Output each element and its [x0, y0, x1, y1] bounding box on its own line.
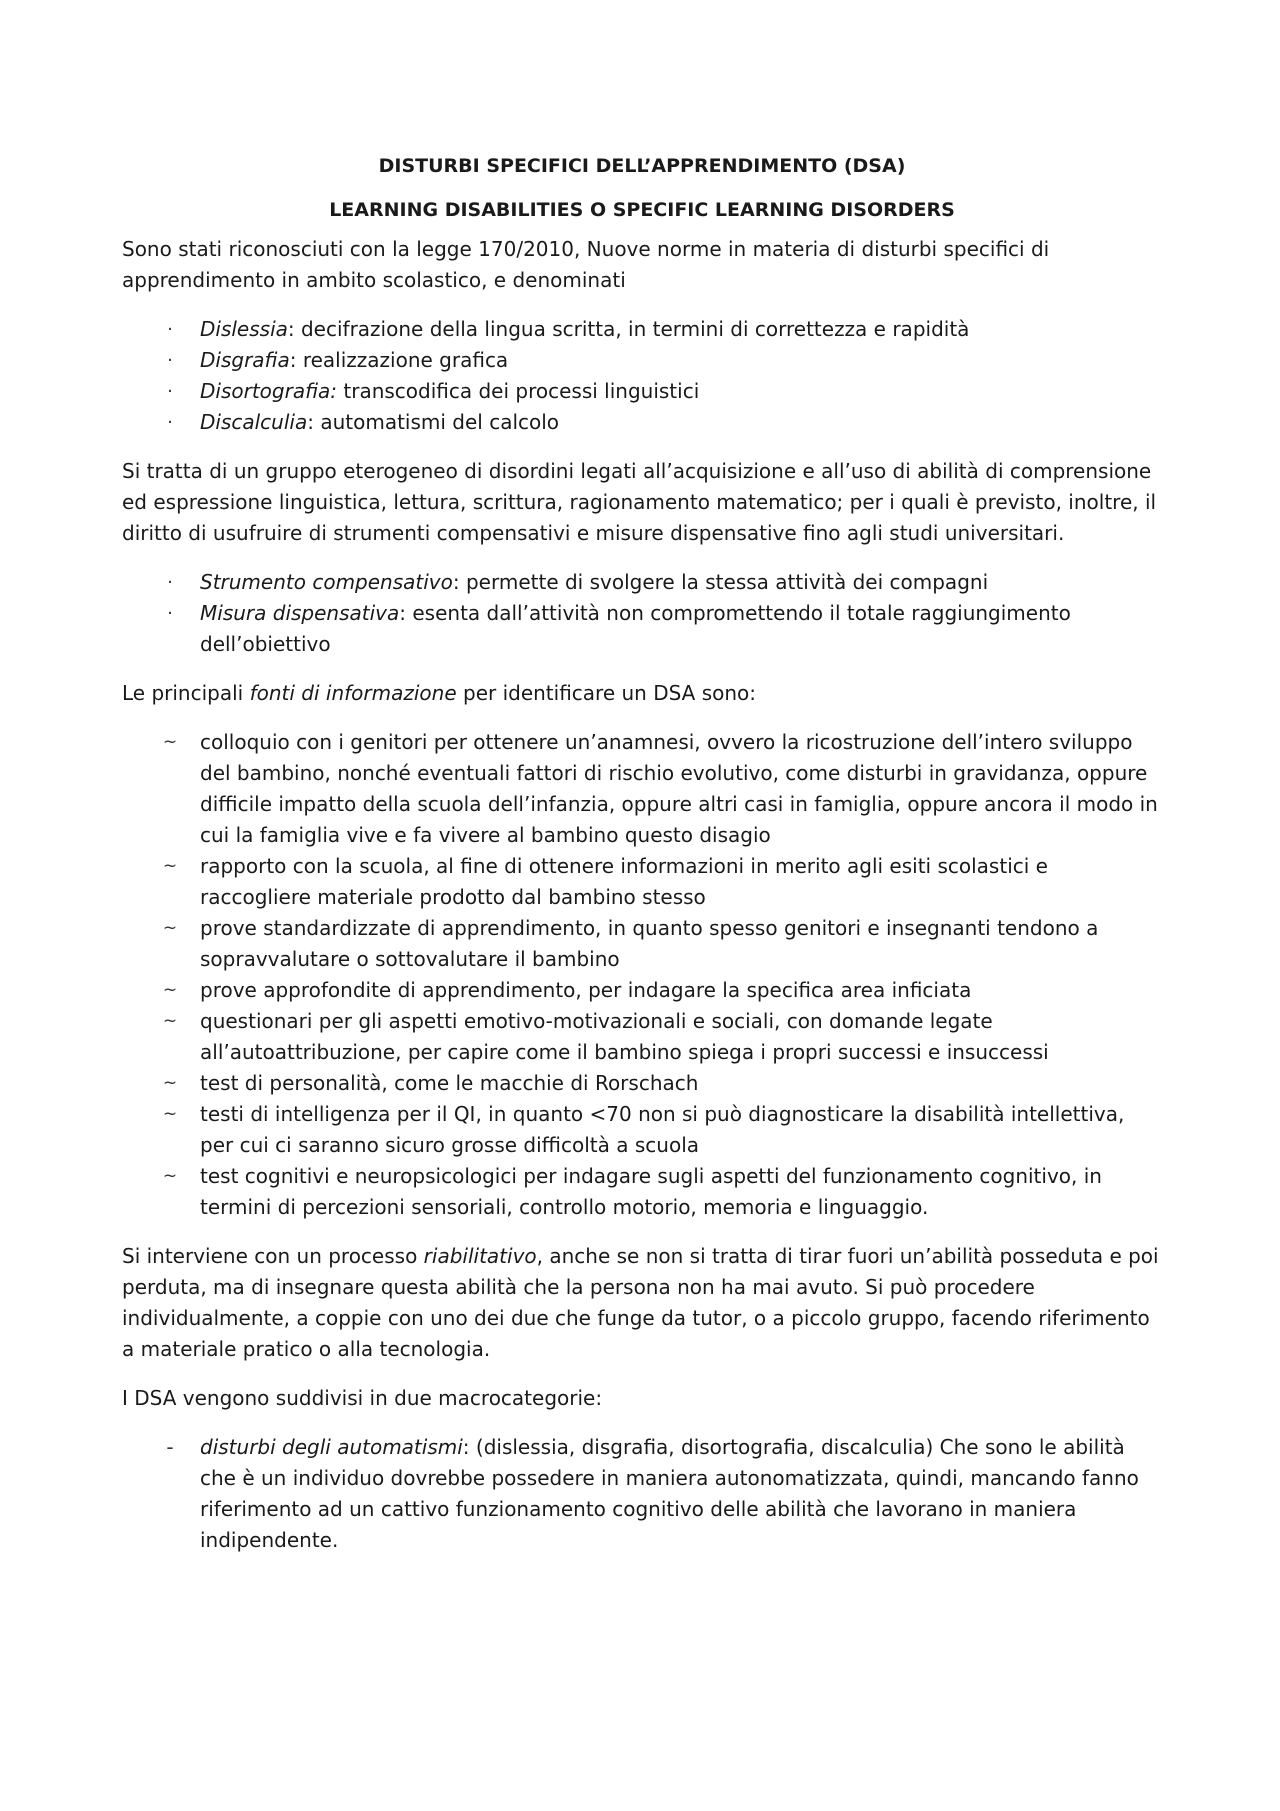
list-item	[122, 598, 1162, 660]
tilde-marker: ~	[162, 980, 178, 1000]
description-paragraph: Si tratta di un gruppo eterogeneo di disordini legati all’acquisizione e all’uso di abilità di comprensione ed espressione linguistica, lettura, scrittura, ragionamento matematico; per i quali è previsto, inoltre, il diritto di usufruire di strumenti compensativi e misure dispensative fino agli studi universitari.	[122, 459, 1157, 545]
tilde-marker: ~	[162, 732, 178, 752]
list-item	[122, 1161, 1162, 1223]
list-item-text: testi di intelligenza per il QI, in quanto <70 non si può diagnosticare la disabilità intellettiva, per cui ci saranno sicuro grosse difficoltà a scuola	[200, 1102, 1125, 1157]
document-title: DISTURBI SPECIFICI DELL’APPRENDIMENTO (DSA)	[378, 155, 906, 177]
list-item	[122, 407, 1162, 438]
list-item-term: Discalculia	[200, 410, 308, 434]
categories-intro-paragraph: I DSA vengono suddivisi in due macrocategorie:	[122, 1386, 603, 1410]
sources-intro-paragraph	[122, 678, 1162, 709]
list-item-text: rapporto con la scuola, al fine di ottenere informazioni in merito agli esiti scolastici e raccogliere materiale prodotto dal bambino stesso	[200, 854, 1048, 909]
list-item-desc: : automatismi del calcolo	[307, 410, 560, 434]
list-item	[122, 851, 1162, 913]
list-item	[122, 1068, 1162, 1099]
categories-list	[122, 1432, 1162, 1556]
text-span: , anche se non si tratta di tirar fuori un’abilità posseduta e poi perduta, ma di insegnare questa abilità che la persona non ha mai avuto. Si può procedere individualmente, a coppie con uno dei due che funge da tutor, o a piccolo gruppo, facendo riferimento a materiale pratico o alla tecnologia.	[122, 1244, 1159, 1361]
list-item-term: Dislessia	[200, 317, 288, 341]
list-item	[122, 376, 1162, 407]
list-item	[122, 975, 1162, 1006]
bullet-marker: ·	[167, 412, 173, 433]
list-item-desc: : (dislessia, disgrafia, disortografia, discalculia) Che sono le abilità che è un individuo dovrebbe possedere in maniera autonomatizzata, quindi, mancando fanno riferimento ad un cattivo funzionamento cognitivo delle abilità che lavorano in maniera indipendente.	[200, 1435, 1139, 1552]
list-item-term: Disortografia:	[200, 379, 338, 403]
list-item-desc: : permette di svolgere la stessa attività dei compagni	[452, 570, 989, 594]
text-span: per identificare un DSA sono:	[456, 681, 757, 705]
tilde-marker: ~	[162, 1073, 178, 1093]
list-item-text: prove approfondite di apprendimento, per indagare la specifica area inficiata	[200, 978, 972, 1002]
intro-paragraph: Sono stati riconosciuti con la legge 170/2010, Nuove norme in materia di disturbi specifici di apprendimento in ambito scolastico, e denominati	[122, 237, 1050, 292]
bullet-marker: ·	[167, 381, 173, 402]
list-item-term: disturbi degli automatismi	[200, 1435, 463, 1459]
list-item	[122, 1099, 1162, 1161]
tilde-marker: ~	[162, 918, 178, 938]
list-item	[122, 727, 1162, 851]
emphasis-text: fonti di informazione	[249, 681, 457, 705]
list-item-text: test cognitivi e neuropsicologici per indagare sugli aspetti del funzionamento cognitivo, in termini di percezioni sensoriali, controllo motorio, memoria e linguaggio.	[200, 1164, 1102, 1219]
intervention-paragraph	[122, 1241, 1162, 1365]
list-item-text: prove standardizzate di apprendimento, in quanto spesso genitori e insegnanti tendono a sopravvalutare o sottovalutare il bambino	[200, 916, 1099, 971]
list-item-desc: transcodifica dei processi linguistici	[337, 379, 700, 403]
bullet-marker: ·	[167, 319, 173, 340]
tilde-marker: ~	[162, 1011, 178, 1031]
dash-marker: -	[166, 1435, 174, 1459]
disorders-list	[122, 314, 1162, 438]
list-item-text: test di personalità, come le macchie di Rorschach	[200, 1071, 699, 1095]
bullet-marker: ·	[167, 350, 173, 371]
text-span: Le principali	[122, 681, 250, 705]
list-item	[122, 1006, 1162, 1068]
list-item	[122, 567, 1162, 598]
list-item-desc: : decifrazione della lingua scritta, in termini di correttezza e rapidità	[287, 317, 970, 341]
list-item-term: Disgrafia	[200, 348, 290, 372]
list-item-desc: : realizzazione grafica	[289, 348, 509, 372]
list-item	[122, 1432, 1162, 1556]
list-item	[122, 314, 1162, 345]
tilde-marker: ~	[162, 1104, 178, 1124]
list-item-term: Strumento compensativo	[200, 570, 453, 594]
bullet-marker: ·	[167, 572, 173, 593]
tools-list	[122, 567, 1162, 660]
list-item-term: Misura dispensativa	[200, 601, 400, 625]
list-item-desc: : esenta dall’attività non compromettendo il totale raggiungimento dell’obiettivo	[200, 601, 1071, 656]
tilde-marker: ~	[162, 856, 178, 876]
tilde-marker: ~	[162, 1166, 178, 1186]
emphasis-text: riabilitativo	[423, 1244, 537, 1268]
sources-list	[122, 727, 1162, 1223]
list-item-text: colloquio con i genitori per ottenere un’anamnesi, ovvero la ricostruzione dell’intero sviluppo del bambino, nonché eventuali fattori di rischio evolutivo, come disturbi in gravidanza, oppure difficile impatto della scuola dell’infanzia, oppure altri casi in famiglia, oppure ancora il modo in cui la famiglia vive e fa vivere al bambino questo disagio	[200, 730, 1158, 847]
list-item	[122, 913, 1162, 975]
text-span: Si interviene con un processo	[122, 1244, 424, 1268]
document-subtitle: LEARNING DISABILITIES O SPECIFIC LEARNING DISORDERS	[329, 199, 955, 221]
list-item-text: questionari per gli aspetti emotivo-motivazionali e sociali, con domande legate all’autoattribuzione, per capire come il bambino spiega i propri successi e insuccessi	[200, 1009, 1049, 1064]
list-item	[122, 345, 1162, 376]
bullet-marker: ·	[167, 603, 173, 624]
